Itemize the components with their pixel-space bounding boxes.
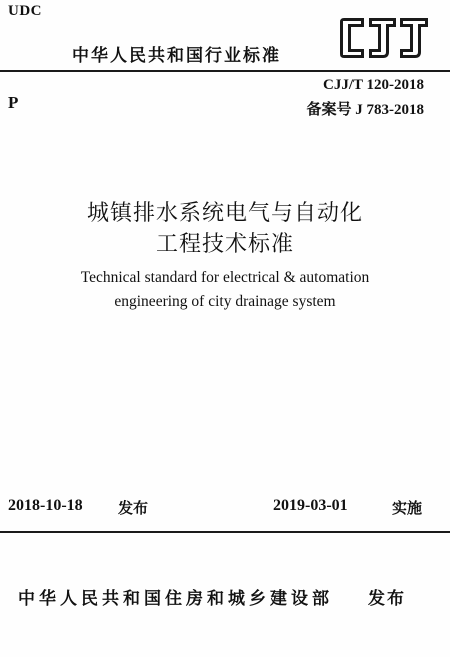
industry-standard-heading: 中华人民共和国行业标准 [72,46,281,66]
effective-date-label: 实施 [392,499,423,517]
cjj-logo-icon [338,16,430,60]
standard-number: CJJ/T 120-2018 [323,77,424,93]
top-divider [0,70,450,72]
title-english-line2: engineering of city drainage system [114,293,336,310]
issue-date: 2018-10-18 [8,497,83,514]
classification-code: P [8,93,19,112]
record-number: 备案号 J 783-2018 [306,102,424,118]
title-english-line1: Technical standard for electrical & automation [80,269,370,286]
title-chinese-line1: 城镇排水系统电气与自动化 [86,201,363,226]
udc-label: UDC [8,3,42,19]
issuing-authority: 中华人民共和国住房和城乡建设部 [18,589,333,609]
title-chinese-line2: 工程技术标准 [155,232,294,257]
effective-date: 2019-03-01 [273,497,348,514]
issuer-publish-label: 发布 [368,589,406,609]
issue-date-label: 发布 [118,499,149,517]
bottom-divider [0,531,450,533]
